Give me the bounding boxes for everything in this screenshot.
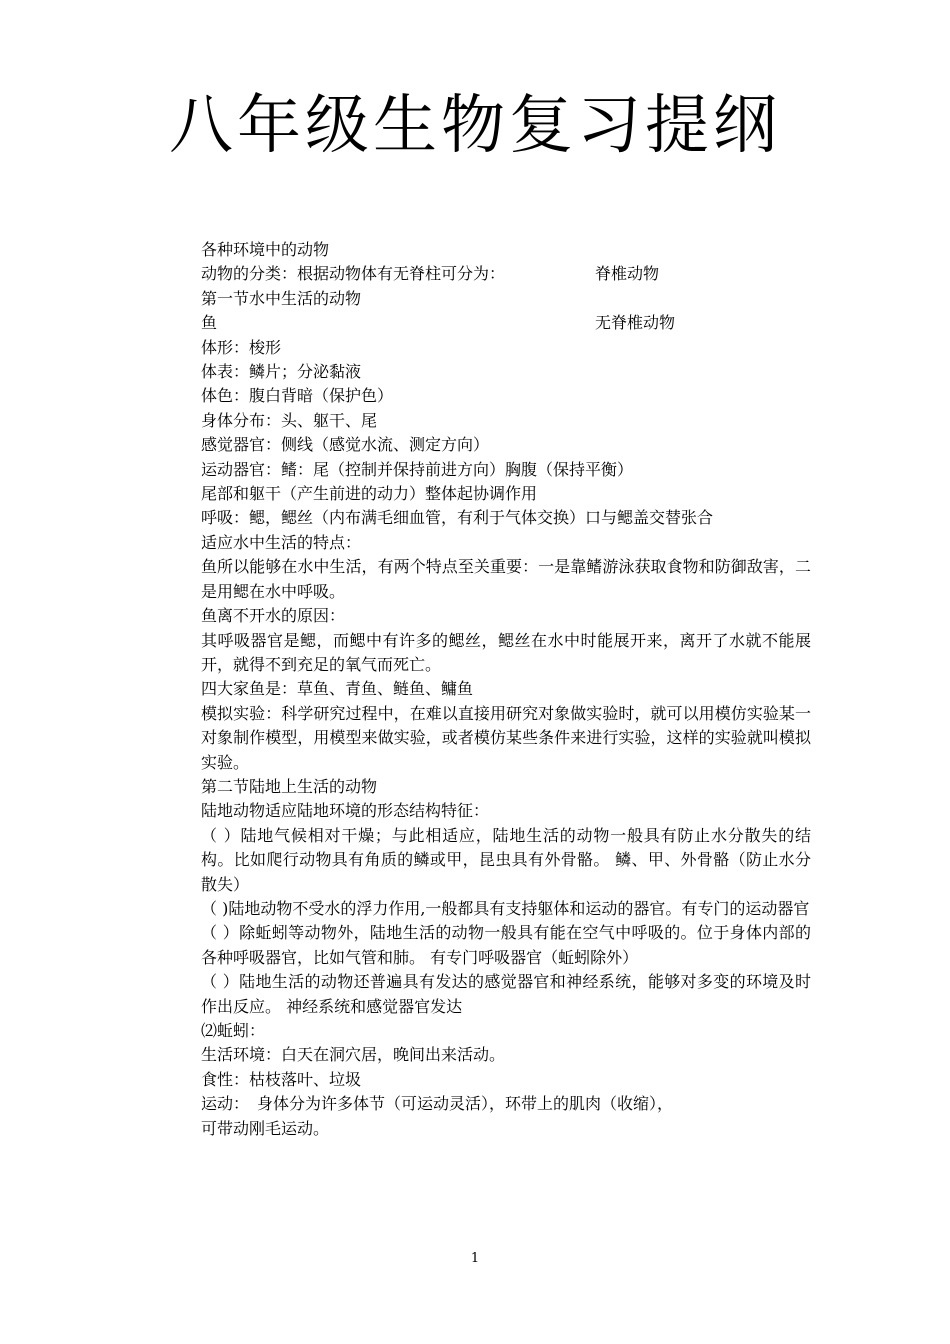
section-heading: 第一节水中生活的动物 — [201, 288, 362, 308]
text-line: 各种环境中的动物 — [201, 240, 330, 259]
text-line — [201, 262, 811, 286]
text-line: 四大家鱼是：草鱼、青鱼、鲢鱼、鳙鱼 — [201, 679, 474, 699]
classification-text: 动物的分类：根据动物体有无脊柱可分为： — [201, 264, 506, 284]
document-body — [201, 238, 811, 1141]
text-line: 食性：枯枝落叶、垃圾 — [201, 1069, 362, 1089]
text-paragraph: （ ）陆地生活的动物还普遍具有发达的感觉器官和神经系统，能够对多变的环境及时作出反应。 神经系统和感觉器官发达 — [201, 972, 811, 1016]
page-number: 1 — [470, 1251, 480, 1266]
text-paragraph: （ ）除蚯蚓等动物外，陆地生活的动物一般具有能在空气中呼吸的。位于身体内部的各种呼吸器官，比如气管和肺。 有专门呼吸器官（蚯蚓除外） — [201, 923, 811, 967]
text-line — [201, 311, 811, 335]
text-line: 生活环境：白天在洞穴居，晚间出来活动。 — [201, 1045, 506, 1065]
invertebrate-label: 无脊椎动物 — [595, 313, 676, 333]
text-line: ⑵蚯蚓： — [201, 1021, 266, 1040]
text-line: 体色：腹白背暗（保护色） — [201, 386, 394, 406]
text-line: 身体分布：头、躯干、尾 — [201, 410, 378, 430]
text-paragraph: 鱼所以能够在水中生活，有两个特点至关重要：一是靠鳍游泳获取食物和防御敌害，二是用鳃在水中呼吸。 — [201, 557, 811, 601]
text-line: 运动： 身体分为许多体节（可运动灵活），环带上的肌肉（收缩）， — [201, 1094, 674, 1114]
section-heading: 第二节陆地上生活的动物 — [201, 776, 378, 796]
text-line: 体表：鳞片；分泌黏液 — [201, 362, 362, 382]
vertebrate-label: 脊椎动物 — [595, 264, 660, 284]
fish-label: 鱼 — [201, 313, 218, 333]
text-line: 感觉器官：侧线（感觉水流、测定方向） — [201, 435, 490, 455]
text-line: 鱼离不开水的原因： — [201, 606, 346, 626]
text-line: 尾部和躯干（产生前进的动力）整体起协调作用 — [201, 484, 538, 504]
page-title: 八年级生物复习提纲 — [169, 89, 781, 163]
text-line: 呼吸：鳃，鳃丝（内布满毛细血管，有利于气体交换）口与鳃盖交替张合 — [201, 508, 714, 528]
text-line: 体形：梭形 — [201, 337, 282, 357]
text-paragraph: （ ）陆地气候相对干燥；与此相适应，陆地生活的动物一般具有防止水分散失的结构。比如爬行动物具有角质的鳞或甲，昆虫具有外骨骼。 鳞、甲、外骨骼（防止水分散失） — [201, 825, 811, 894]
text-line: 可带动刚毛运动。 — [201, 1118, 330, 1138]
text-paragraph: 模拟实验：科学研究过程中，在难以直接用研究对象做实验时，就可以用模仿实验某一对象制作模型，用模型来做实验，或者模仿某些条件来进行实验，这样的实验就叫模拟实验。 — [201, 703, 811, 772]
text-paragraph: （ )陆地动物不受水的浮力作用,一般都具有支持躯体和运动的器官。有专门的运动器官 — [201, 898, 810, 918]
text-line: 运动器官：鳍：尾（控制并保持前进方向）胸腹（保持平衡） — [201, 459, 634, 479]
text-line: 适应水中生活的特点： — [201, 532, 362, 552]
text-line: 陆地动物适应陆地环境的形态结构特征： — [201, 801, 490, 821]
text-paragraph: 其呼吸器官是鳃，而鳃中有许多的鳃丝，鳃丝在水中时能展开来，离开了水就不能展开，就得不到充足的氧气而死亡。 — [201, 630, 811, 674]
